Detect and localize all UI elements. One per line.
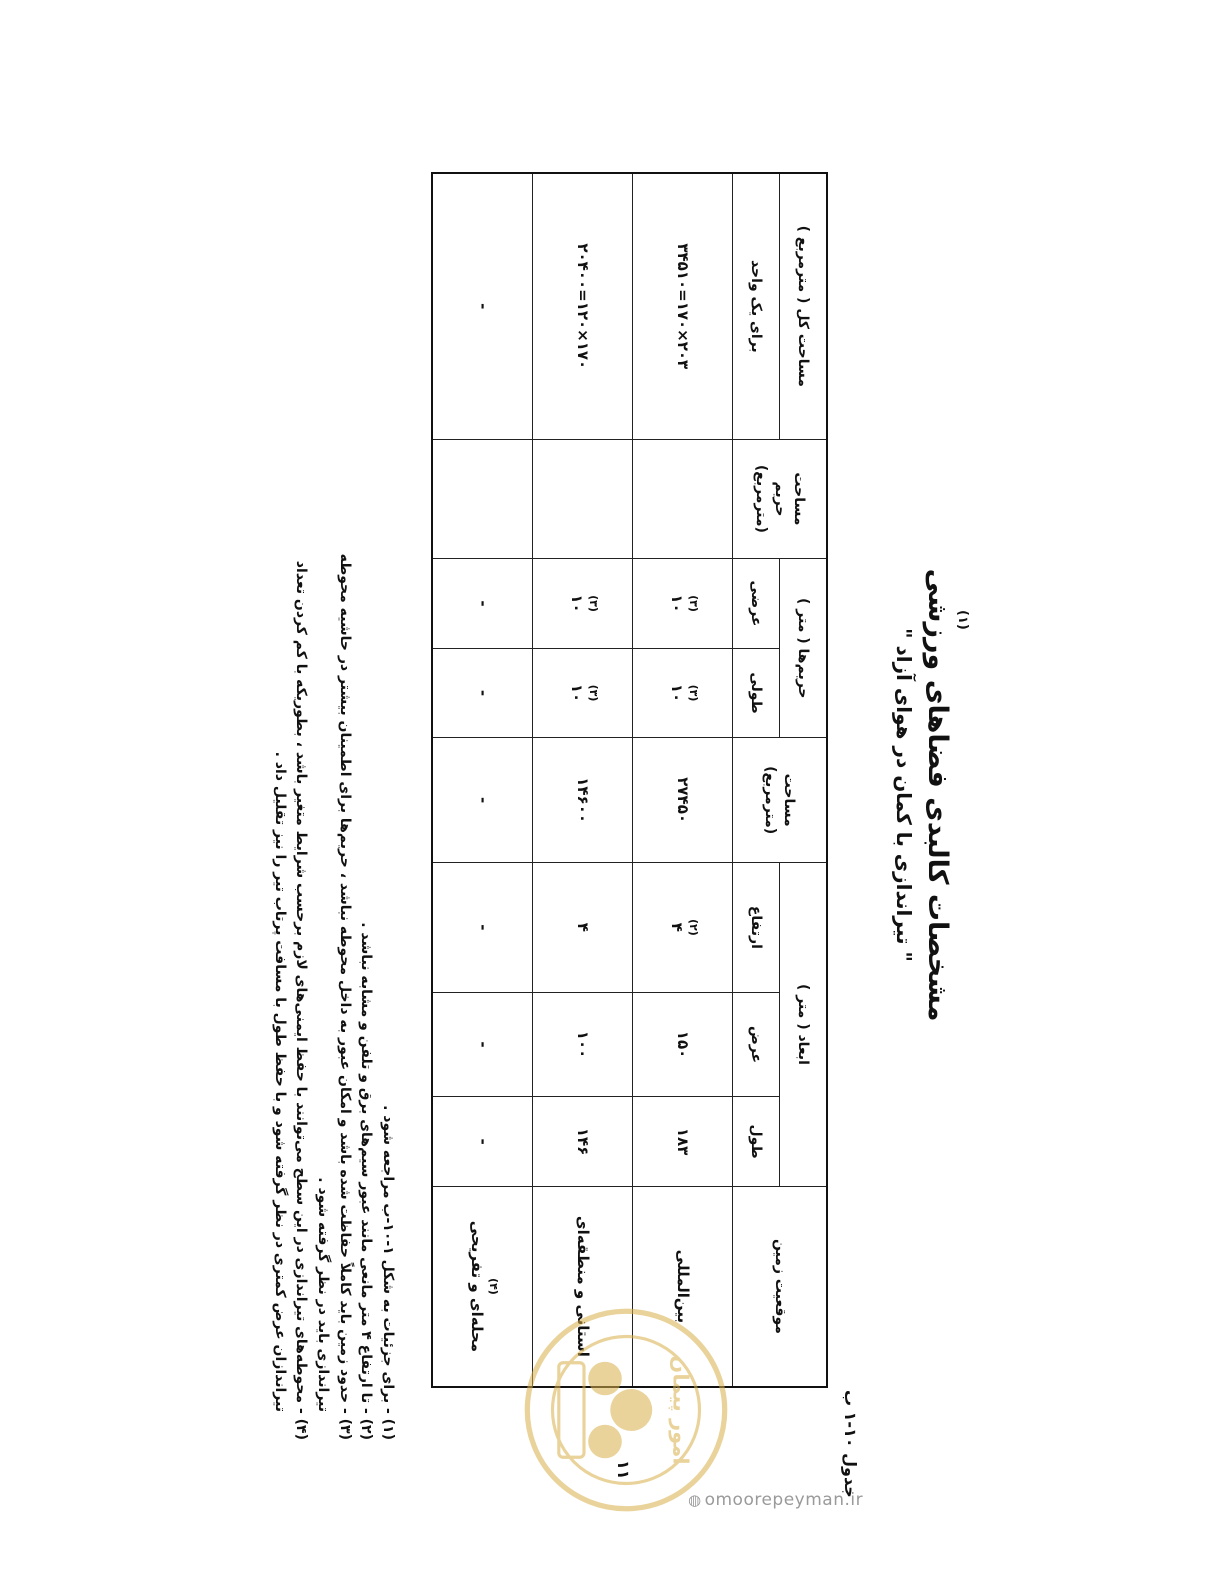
cell-margin-long-value: ۱۰ xyxy=(567,683,586,703)
cell-height xyxy=(432,863,533,993)
cell-location-note: (۴) xyxy=(486,1278,500,1295)
header-margin-wide: عرضی xyxy=(733,559,780,649)
cell-margin-area xyxy=(533,439,633,559)
document-title: مشخصات کالبدی فضاهای ورزشی xyxy=(922,568,953,1022)
cell-width: - xyxy=(432,992,533,1097)
header-dimensions: ابعاد ( متر ) xyxy=(780,863,828,1187)
cell-total-area: ۲۰۳×۱۷۰=۳۴۵۱۰ xyxy=(633,173,733,439)
header-height: ارتفاع xyxy=(733,863,780,993)
cell-margin-wide xyxy=(633,559,733,649)
header-area-label: مساحت xyxy=(781,773,798,827)
cell-width: ۱۰۰ xyxy=(533,992,633,1097)
cell-height xyxy=(633,863,733,993)
cell-margin-long xyxy=(633,648,733,738)
cell-margin-long-note: (۳) xyxy=(586,684,600,702)
cell-height xyxy=(533,863,633,993)
header-total-area: مساحت کل ( مترمربع ) xyxy=(780,173,828,439)
footnote-line: تیراندازی باید در نظر گرفته شود . xyxy=(314,1177,331,1412)
title-footnote-marker: (۱) xyxy=(955,610,970,630)
cell-length: - xyxy=(432,1097,533,1187)
cell-margin-wide-value: ۱۰ xyxy=(567,594,586,613)
cell-margin-wide xyxy=(533,559,633,649)
cell-location-text: استانی و منطقه‌ای xyxy=(573,1215,592,1357)
cell-margin-long xyxy=(432,648,533,738)
watermark xyxy=(688,1490,863,1510)
header-margin-area-sub: حریم xyxy=(771,481,788,517)
page-number: ۱۱ xyxy=(614,1460,633,1480)
cell-location-text: محله‌ای و تفریحی xyxy=(467,1220,486,1353)
document-subtitle: " تیراندازی با کمان در هوای آزاد " xyxy=(892,628,916,962)
cell-area: ۲۷۴۵۰ xyxy=(633,738,733,863)
cell-length: ۱۴۶ xyxy=(533,1097,633,1187)
header-area-unit: (مترمربع) xyxy=(762,766,779,835)
cell-margin-wide-note: (۳) xyxy=(586,595,600,612)
cell-area: - xyxy=(432,738,533,863)
cell-height-value: ۴ xyxy=(573,922,592,932)
cell-height-value: ۴ xyxy=(667,922,686,932)
cell-margin-wide-value: - xyxy=(473,600,492,607)
cell-margin-long-value: - xyxy=(473,689,492,697)
table-row xyxy=(432,173,533,1387)
footnotes xyxy=(268,140,398,1440)
header-margin-area-unit: (مترمربع) xyxy=(753,464,770,533)
cell-area: ۱۴۶۰۰ xyxy=(533,738,633,863)
watermark-text: omoorepeyman.ir xyxy=(704,1490,864,1510)
header-margin-long: طولی xyxy=(733,648,780,738)
cell-height-note: (۲) xyxy=(686,918,700,936)
cell-margin-wide-value: ۱۰ xyxy=(667,594,686,613)
header-total-area-sub: برای یک واحد xyxy=(733,173,780,439)
cell-margin-long-value: ۱۰ xyxy=(667,683,686,703)
cell-length: ۱۸۳ xyxy=(633,1097,733,1187)
cell-location xyxy=(432,1186,533,1387)
globe-icon: ◍ xyxy=(688,1491,702,1509)
table-caption: جدول ۱۰-۱ ب xyxy=(841,1390,860,1498)
header-width: عرض xyxy=(733,992,780,1097)
cell-margin-long-note: (۳) xyxy=(686,684,700,702)
header-location: موقعیت زمین xyxy=(733,1186,828,1387)
cell-height-value: - xyxy=(473,924,492,931)
cell-total-area: - xyxy=(432,173,533,439)
cell-margin-area xyxy=(432,439,533,559)
table-row xyxy=(533,173,633,1387)
seal-logo-icon xyxy=(521,1305,731,1515)
header-margin-area-label: مساحت xyxy=(790,472,807,526)
specifications-table xyxy=(431,172,828,1388)
header-margin-area xyxy=(733,439,828,559)
footnote-line: (۴) - محوطه‌های تیراندازی در این سطح می‌توانند با حفظ ایمنی‌های لازم برحسب شرایط متغیر باشد ، بطوریکه با کم کردن تعداد xyxy=(293,560,310,1440)
cell-margin-wide xyxy=(432,559,533,649)
cell-width: ۱۵۰ xyxy=(633,992,733,1097)
table-row xyxy=(633,173,733,1387)
footnote-line: (۲) - تا ارتفاع ۴ متر مانعی مانند عبور سیم‌های برق و تلفن و مشابه نباشد . xyxy=(358,922,375,1440)
cell-margin-wide-note: (۳) xyxy=(686,595,700,612)
cell-total-area: ۱۷۰×۱۲۰=۲۰۴۰۰ xyxy=(533,173,633,439)
seal-text: امور پیمان xyxy=(668,1355,693,1465)
footnote-line: (۱) - برای جزئیات به شکل ۱-۱۰-ب مراجعه شود . xyxy=(380,1105,396,1440)
footnote-line: (۳) - حدود زمین باید کاملاً حفاظت شده باشد و امکان عبور به داخل محوطه نباشد ، حریم‌ها برای اطمینان بیشتر در حاشیه محوطه xyxy=(336,553,353,1440)
header-area xyxy=(733,738,828,863)
footnote-line: تیراندازان عرض کمتری در نظر گرفته شود و با حفظ طول با مسافت پرتاب تیر را نیز تقلیل داد . xyxy=(271,751,288,1412)
cell-margin-area xyxy=(633,439,733,559)
header-length: طول xyxy=(733,1097,780,1187)
table-header-row xyxy=(780,173,828,1387)
header-margins: حریم‌ها ( متر ) xyxy=(780,559,828,738)
cell-location-text: بین‌المللی xyxy=(673,1249,692,1324)
cell-margin-long xyxy=(533,648,633,738)
